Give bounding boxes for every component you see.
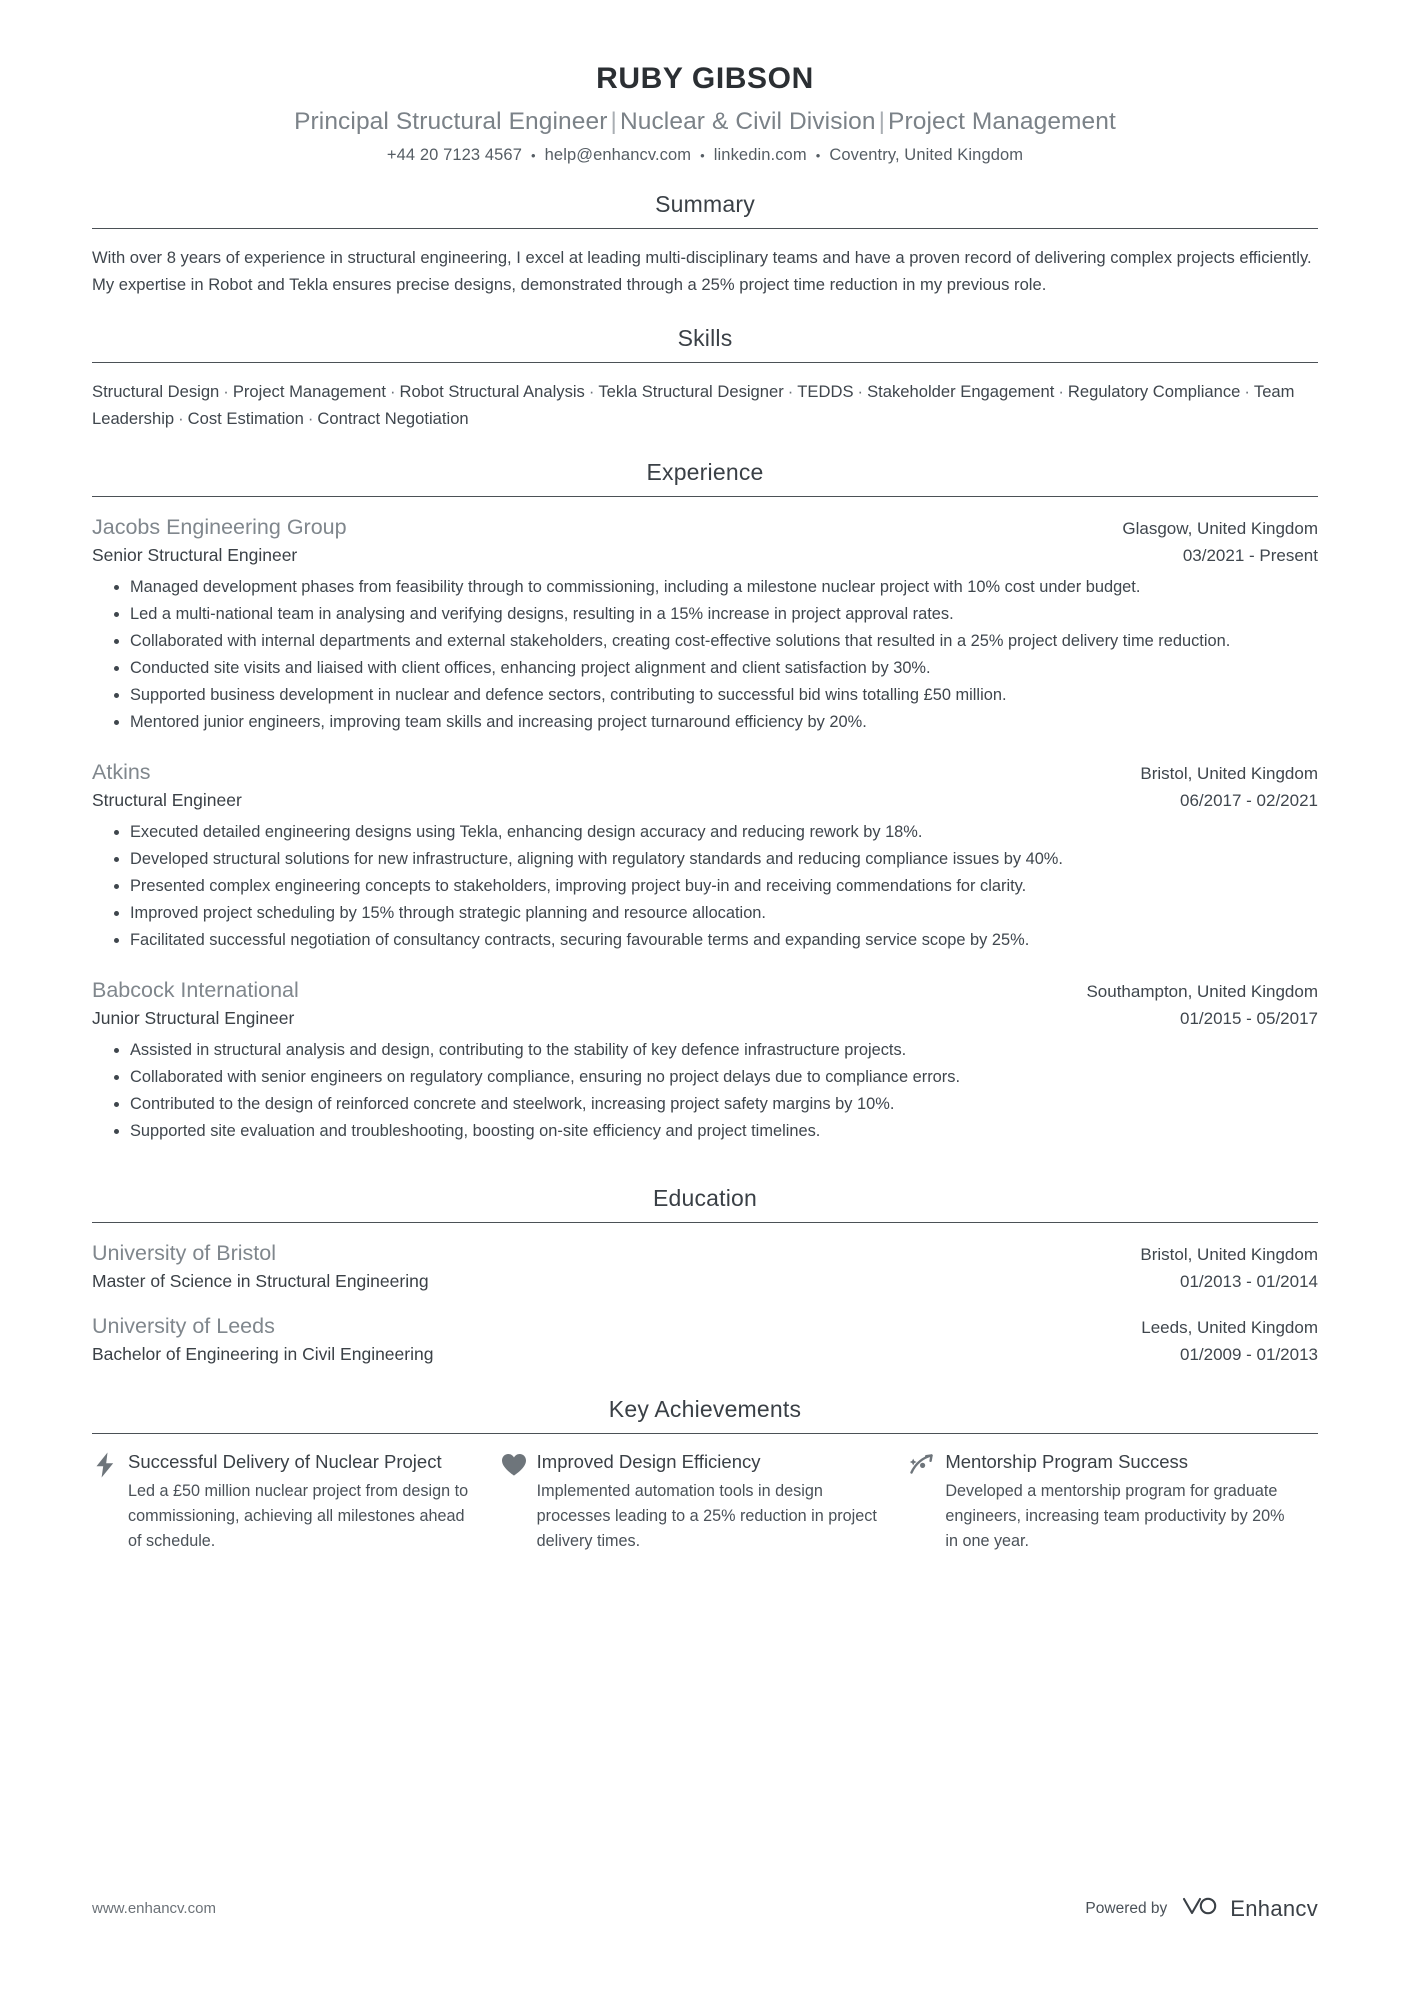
education-entry xyxy=(92,1312,1318,1367)
achievement-title: Mentorship Program Success xyxy=(945,1451,1188,1473)
responsibility-item: Executed detailed engineering designs using Tekla, enhancing design accuracy and reducing rework by 18%. xyxy=(114,820,1318,846)
experience-entries xyxy=(92,513,1318,1145)
entry-header-row xyxy=(92,758,1318,787)
contact-location: Coventry, United Kingdom xyxy=(829,146,1024,165)
responsibility-item: Mentored junior engineers, improving team skills and increasing project turnaround efficiency by 20%. xyxy=(114,710,1318,736)
employer-name: Jacobs Engineering Group xyxy=(92,514,347,539)
skill-item: Project Management xyxy=(232,381,386,401)
institution-location: Leeds, United Kingdom xyxy=(1141,1317,1318,1337)
entry-subheader-row xyxy=(92,1342,1318,1367)
headline-part-3: Project Management xyxy=(888,107,1116,135)
section-experience xyxy=(92,459,1318,1145)
section-title-achievements: Key Achievements xyxy=(608,1396,802,1423)
employer-name: Babcock International xyxy=(92,977,299,1002)
institution-location: Bristol, United Kingdom xyxy=(1140,1245,1318,1264)
responsibility-item: Assisted in structural analysis and design, contributing to the stability of key defence infrastructure projects. xyxy=(114,1038,1318,1064)
responsibility-item: Conducted site visits and liaised with client offices, enhancing project alignment and client satisfaction by 30%. xyxy=(114,656,1318,682)
skill-item: TEDDS xyxy=(797,381,854,401)
achievement-title: Successful Delivery of Nuclear Project xyxy=(128,1451,442,1473)
job-title: Structural Engineer xyxy=(92,789,242,810)
section-education xyxy=(92,1185,1318,1366)
section-title-skills: Skills xyxy=(677,324,733,351)
skill-item: Regulatory Compliance xyxy=(1067,381,1241,401)
lightning-bolt-icon xyxy=(92,1452,118,1478)
responsibility-item: Improved project scheduling by 15% through strategic planning and resource allocation. xyxy=(114,901,1318,927)
employer-location: Glasgow, United Kingdom xyxy=(1122,518,1318,538)
enhancv-wordmark: Enhancv xyxy=(1230,1895,1318,1921)
degree-title: Bachelor of Engineering in Civil Engineering xyxy=(92,1343,434,1364)
enhancv-mark-icon xyxy=(1181,1894,1221,1923)
skill-item: Tekla Structural Designer xyxy=(598,381,784,401)
section-title-education: Education xyxy=(652,1185,758,1211)
responsibility-item: Developed structural solutions for new infrastructure, aligning with regulatory standards and reducing compliance issues by 40%. xyxy=(114,847,1318,873)
footer-url[interactable]: www.enhancv.com xyxy=(92,1900,216,1917)
skill-item: Contract Negotiation xyxy=(317,408,469,428)
skill-separator: · xyxy=(178,408,184,428)
enhancv-logo xyxy=(1181,1894,1318,1923)
skills-list xyxy=(92,379,1318,433)
entry-subheader-row xyxy=(92,1006,1318,1031)
responsibility-list xyxy=(92,820,1318,954)
entry-header-row xyxy=(92,513,1318,542)
contact-separator: • xyxy=(530,148,536,164)
study-dates: 01/2009 - 01/2013 xyxy=(1179,1344,1318,1364)
entry-subheader-row xyxy=(92,543,1318,568)
responsibility-item: Managed development phases from feasibility through to commissioning, including a milestone nuclear project with 10% cost under budget. xyxy=(114,575,1318,601)
skill-separator: · xyxy=(223,381,229,401)
skill-separator: · xyxy=(787,381,794,401)
headline-divider-1: | xyxy=(610,107,617,135)
education-entries xyxy=(92,1239,1318,1366)
job-title: Senior Structural Engineer xyxy=(92,544,298,565)
resume-header xyxy=(92,0,1318,165)
skill-item: Team Leadership xyxy=(92,381,1295,428)
responsibility-item: Facilitated successful negotiation of consultancy contracts, securing favourable terms and expanding service scope by 25%. xyxy=(114,928,1318,954)
entry-header-row xyxy=(92,1312,1318,1341)
section-rule xyxy=(92,1433,1318,1434)
education-entry xyxy=(92,1239,1318,1294)
skill-separator: · xyxy=(389,381,396,401)
summary-text: With over 8 years of experience in structural engineering, I excel at leading multi-disciplinary teams and have a proven record of delivering complex projects efficiently. My expertise in Robot and Tekla ensures precise designs, demonstrated through a 25% project time reduction in my previous role. xyxy=(92,248,1312,294)
contact-line xyxy=(92,146,1318,165)
skill-item: Stakeholder Engagement xyxy=(867,381,1055,401)
skill-separator: · xyxy=(1058,381,1064,401)
section-rule xyxy=(92,228,1318,229)
job-title: Junior Structural Engineer xyxy=(92,1007,295,1028)
achievement-title: Improved Design Efficiency xyxy=(536,1451,761,1473)
employment-dates: 03/2021 - Present xyxy=(1182,545,1318,565)
skill-separator: · xyxy=(307,408,314,428)
skill-item: Structural Design xyxy=(92,381,220,401)
achievement-item xyxy=(92,1450,501,1553)
achievement-body xyxy=(945,1450,1290,1553)
achievement-item xyxy=(909,1450,1318,1553)
skill-separator: · xyxy=(1244,381,1250,401)
responsibility-item: Collaborated with senior engineers on regulatory compliance, ensuring no project delays due to compliance errors. xyxy=(114,1065,1318,1091)
responsibility-item: Supported site evaluation and troubleshooting, boosting on-site efficiency and project timelines. xyxy=(114,1119,1318,1145)
employment-dates: 06/2017 - 02/2021 xyxy=(1179,790,1318,810)
entry-subheader-row xyxy=(92,1269,1318,1294)
entry-header-row xyxy=(92,976,1318,1005)
achievement-description: Implemented automation tools in design processes leading to a 25% reduction in project delivery times. xyxy=(536,1482,877,1550)
contact-phone: +44 20 7123 4567 xyxy=(386,146,522,165)
experience-entry xyxy=(92,758,1318,954)
headline-part-1: Principal Structural Engineer xyxy=(294,107,608,135)
skill-item: Robot Structural Analysis xyxy=(399,381,585,401)
achievement-description: Led a £50 million nuclear project from design to commissioning, achieving all milestones ahead of schedule. xyxy=(128,1482,469,1550)
achievements-grid xyxy=(92,1450,1318,1553)
headline-part-2: Nuclear & Civil Division xyxy=(619,107,876,135)
skill-separator: · xyxy=(588,381,595,401)
responsibility-item: Contributed to the design of reinforced concrete and steelwork, increasing project safety margins by 10%. xyxy=(114,1092,1318,1118)
responsibility-item: Led a multi-national team in analysing and verifying designs, resulting in a 15% increase in project approval rates. xyxy=(114,602,1318,628)
employer-name: Atkins xyxy=(92,759,151,784)
experience-entry xyxy=(92,976,1318,1145)
powered-by-label: Powered by xyxy=(1085,1899,1168,1917)
achievement-body xyxy=(537,1450,882,1553)
responsibility-item: Supported business development in nuclear and defence sectors, contributing to successful bid wins totalling £50 million. xyxy=(114,683,1318,709)
institution-name: University of Leeds xyxy=(92,1313,275,1338)
section-title-summary: Summary xyxy=(655,191,755,218)
section-achievements xyxy=(92,1396,1318,1553)
entry-subheader-row xyxy=(92,788,1318,813)
contact-linkedin[interactable]: linkedin.com xyxy=(713,146,807,165)
achievement-body xyxy=(128,1450,473,1553)
section-title-experience: Experience xyxy=(646,458,764,485)
candidate-name: RUBY GIBSON xyxy=(596,62,814,95)
responsibility-item: Collaborated with internal departments and external stakeholders, creating cost-effective solutions that resulted in a 25% project delivery time reduction. xyxy=(114,629,1318,655)
skill-separator: · xyxy=(857,381,864,401)
experience-entry xyxy=(92,513,1318,736)
heart-icon xyxy=(501,1452,527,1478)
footer-brand xyxy=(1085,1894,1318,1923)
contact-separator: • xyxy=(815,148,821,164)
responsibility-list xyxy=(92,1038,1318,1145)
institution-name: University of Bristol xyxy=(92,1241,276,1265)
employer-location: Southampton, United Kingdom xyxy=(1086,981,1318,1001)
candidate-headline xyxy=(92,107,1318,138)
responsibility-item: Presented complex engineering concepts to stakeholders, improving project buy-in and receiving commendations for clarity. xyxy=(114,874,1318,900)
section-skills xyxy=(92,325,1318,433)
section-rule xyxy=(92,362,1318,363)
section-summary xyxy=(92,191,1318,299)
employment-dates: 01/2015 - 05/2017 xyxy=(1179,1008,1318,1028)
degree-title: Master of Science in Structural Engineering xyxy=(92,1271,429,1292)
headline-divider-2: | xyxy=(878,107,886,135)
resume-footer xyxy=(92,1894,1318,1923)
achievement-item xyxy=(501,1450,910,1553)
skill-item: Cost Estimation xyxy=(187,408,304,428)
section-rule xyxy=(92,496,1318,497)
achievement-description: Developed a mentorship program for graduate engineers, increasing team productivity by 20% in one year. xyxy=(945,1482,1285,1550)
section-rule xyxy=(92,1222,1318,1223)
study-dates: 01/2013 - 01/2014 xyxy=(1179,1272,1318,1292)
responsibility-list xyxy=(92,575,1318,736)
contact-separator: • xyxy=(700,148,705,164)
shooting-star-icon xyxy=(909,1452,935,1478)
employer-location: Bristol, United Kingdom xyxy=(1140,763,1318,783)
contact-email[interactable]: help@enhancv.com xyxy=(544,146,692,165)
entry-header-row xyxy=(92,1239,1318,1268)
